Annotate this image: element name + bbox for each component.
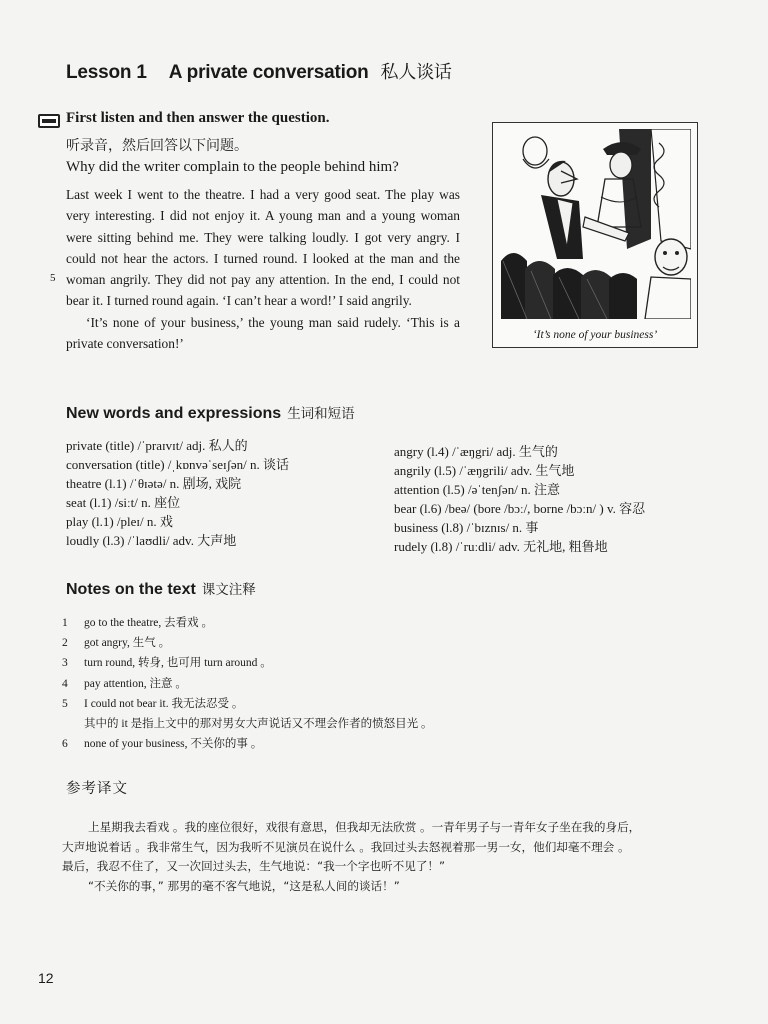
vocabulary-entry: rudely (l.8) /ˈruːdli/ adv. 无礼地, 粗鲁地 bbox=[394, 539, 608, 554]
note-number: 4 bbox=[62, 677, 68, 690]
translation-line: 最后，我忍不住了，又一次回过头去，生气地说：“我一个字也听不见了！” bbox=[62, 859, 446, 873]
note-number: 3 bbox=[62, 657, 68, 670]
passage-paragraph: ‘It’s none of your business,’ the young man said rudely. ‘This is a private conversation!’ bbox=[66, 314, 460, 352]
note-text: go to the theatre, 去看戏 。 bbox=[84, 617, 214, 629]
vocabulary-entry: angry (l.4) /ˈæŋgri/ adj. 生气的 bbox=[394, 444, 558, 459]
listening-instruction: First listen and then answer the question. bbox=[66, 110, 330, 126]
note-text: turn round, 转身, 也可用 turn around 。 bbox=[84, 657, 272, 670]
theatre-cartoon-illustration bbox=[501, 129, 691, 319]
lesson-title-zh: 私人谈话 bbox=[380, 62, 452, 83]
line-number-marker: 5 bbox=[50, 272, 56, 284]
reference-translation bbox=[62, 818, 702, 896]
lesson-number: Lesson 1 bbox=[66, 62, 147, 83]
new-words-heading-en: New words and expressions bbox=[66, 405, 282, 422]
notes-list bbox=[62, 613, 433, 754]
notes-heading bbox=[66, 578, 256, 599]
vocabulary-entry: business (l.8) /ˈbɪznɪs/ n. 事 bbox=[394, 520, 539, 535]
note-item bbox=[62, 734, 433, 754]
note-text: got angry, 生气 。 bbox=[84, 637, 171, 650]
vocabulary-entry: seat (l.1) /siːt/ n. 座位 bbox=[66, 495, 181, 510]
notes-heading-en: Notes on the text bbox=[66, 581, 196, 598]
note-number: 1 bbox=[62, 617, 68, 629]
illustration-frame bbox=[492, 122, 698, 348]
vocabulary-entry: play (l.1) /pleɪ/ n. 戏 bbox=[66, 514, 173, 529]
illustration-caption: ‘It’s none of your business’ bbox=[532, 329, 658, 341]
vocabulary-entry: theatre (l.1) /ˈθɪətə/ n. 剧场, 戏院 bbox=[66, 476, 242, 491]
vocabulary-entry: bear (l.6) /beə/ (bore /bɔː/, borne /bɔːn/ ) v. 容忍 bbox=[394, 501, 646, 516]
vocabulary-entry: loudly (l.3) /ˈlaʊdli/ adv. 大声地 bbox=[66, 533, 237, 548]
vocabulary-entry: conversation (title) /ˌkɒnvəˈseɪʃən/ n. 谈话 bbox=[66, 457, 290, 472]
note-item-continuation bbox=[62, 714, 433, 734]
passage-paragraph: Last week I went to the theatre. I had a very good seat. The play was very interesting. I did not enjoy it. A young man and a young woman were sitting behind me. They were talking loudly. I got very angry. I could not hear the actors. I turned round. I looked at the man and the woman angrily. They did not pay any attention. In the end, I could not bear it. I turned round again. ‘I can’t hear a word!’ I said angrily. bbox=[66, 187, 460, 309]
translation-heading: 参考译文 bbox=[66, 781, 128, 797]
note-number: 6 bbox=[62, 738, 68, 751]
translation-line: “不关你的事，” 那男的毫不客气地说，“这是私人间的谈话！” bbox=[88, 878, 400, 893]
listening-instruction-zh: 听录音，然后回答以下问题。 bbox=[66, 138, 248, 154]
lesson-title-en: A private conversation bbox=[168, 62, 369, 83]
note-number: 5 bbox=[62, 697, 68, 710]
note-item bbox=[62, 694, 433, 714]
comprehension-question: Why did the writer complain to the people behind him? bbox=[66, 159, 399, 175]
cassette-tape-icon bbox=[38, 114, 60, 128]
new-words-heading bbox=[66, 402, 355, 423]
translation-line: 上星期我去看戏 。我的座位很好，戏很有意思，但我却无法欣赏 。一青年男子与一青年女子坐在我的身后， bbox=[88, 820, 641, 834]
vocabulary-list-left bbox=[66, 436, 289, 550]
translation-line: 大声地说着话 。我非常生气，因为我听不见演员在说什么 。我回过头去怒视着那一男一女，他们却毫不理会 。 bbox=[62, 839, 630, 854]
note-item bbox=[62, 613, 433, 633]
new-words-heading-zh: 生词和短语 bbox=[287, 406, 355, 422]
note-number: 2 bbox=[62, 637, 68, 650]
reading-passage bbox=[66, 184, 460, 354]
note-item bbox=[62, 674, 433, 694]
note-item bbox=[62, 653, 433, 673]
lesson-title bbox=[66, 58, 452, 84]
vocabulary-list-right bbox=[394, 442, 645, 556]
note-text: I could not bear it. 我无法忍受 。 bbox=[84, 697, 244, 710]
note-item bbox=[62, 633, 433, 653]
note-text: 其中的 it 是指上文中的那对男女大声说话又不理会作者的愤怒目光 。 bbox=[84, 717, 433, 730]
note-text: pay attention, 注意 。 bbox=[84, 677, 187, 690]
page-number: 12 bbox=[38, 970, 54, 986]
vocabulary-entry: private (title) /ˈpraɪvɪt/ adj. 私人的 bbox=[66, 438, 248, 453]
note-text: none of your business, 不关你的事 。 bbox=[84, 738, 263, 751]
vocabulary-entry: attention (l.5) /əˈtenʃən/ n. 注意 bbox=[394, 482, 561, 497]
notes-heading-zh: 课文注释 bbox=[201, 582, 256, 598]
vocabulary-entry: angrily (l.5) /ˈæŋgrili/ adv. 生气地 bbox=[394, 463, 575, 478]
